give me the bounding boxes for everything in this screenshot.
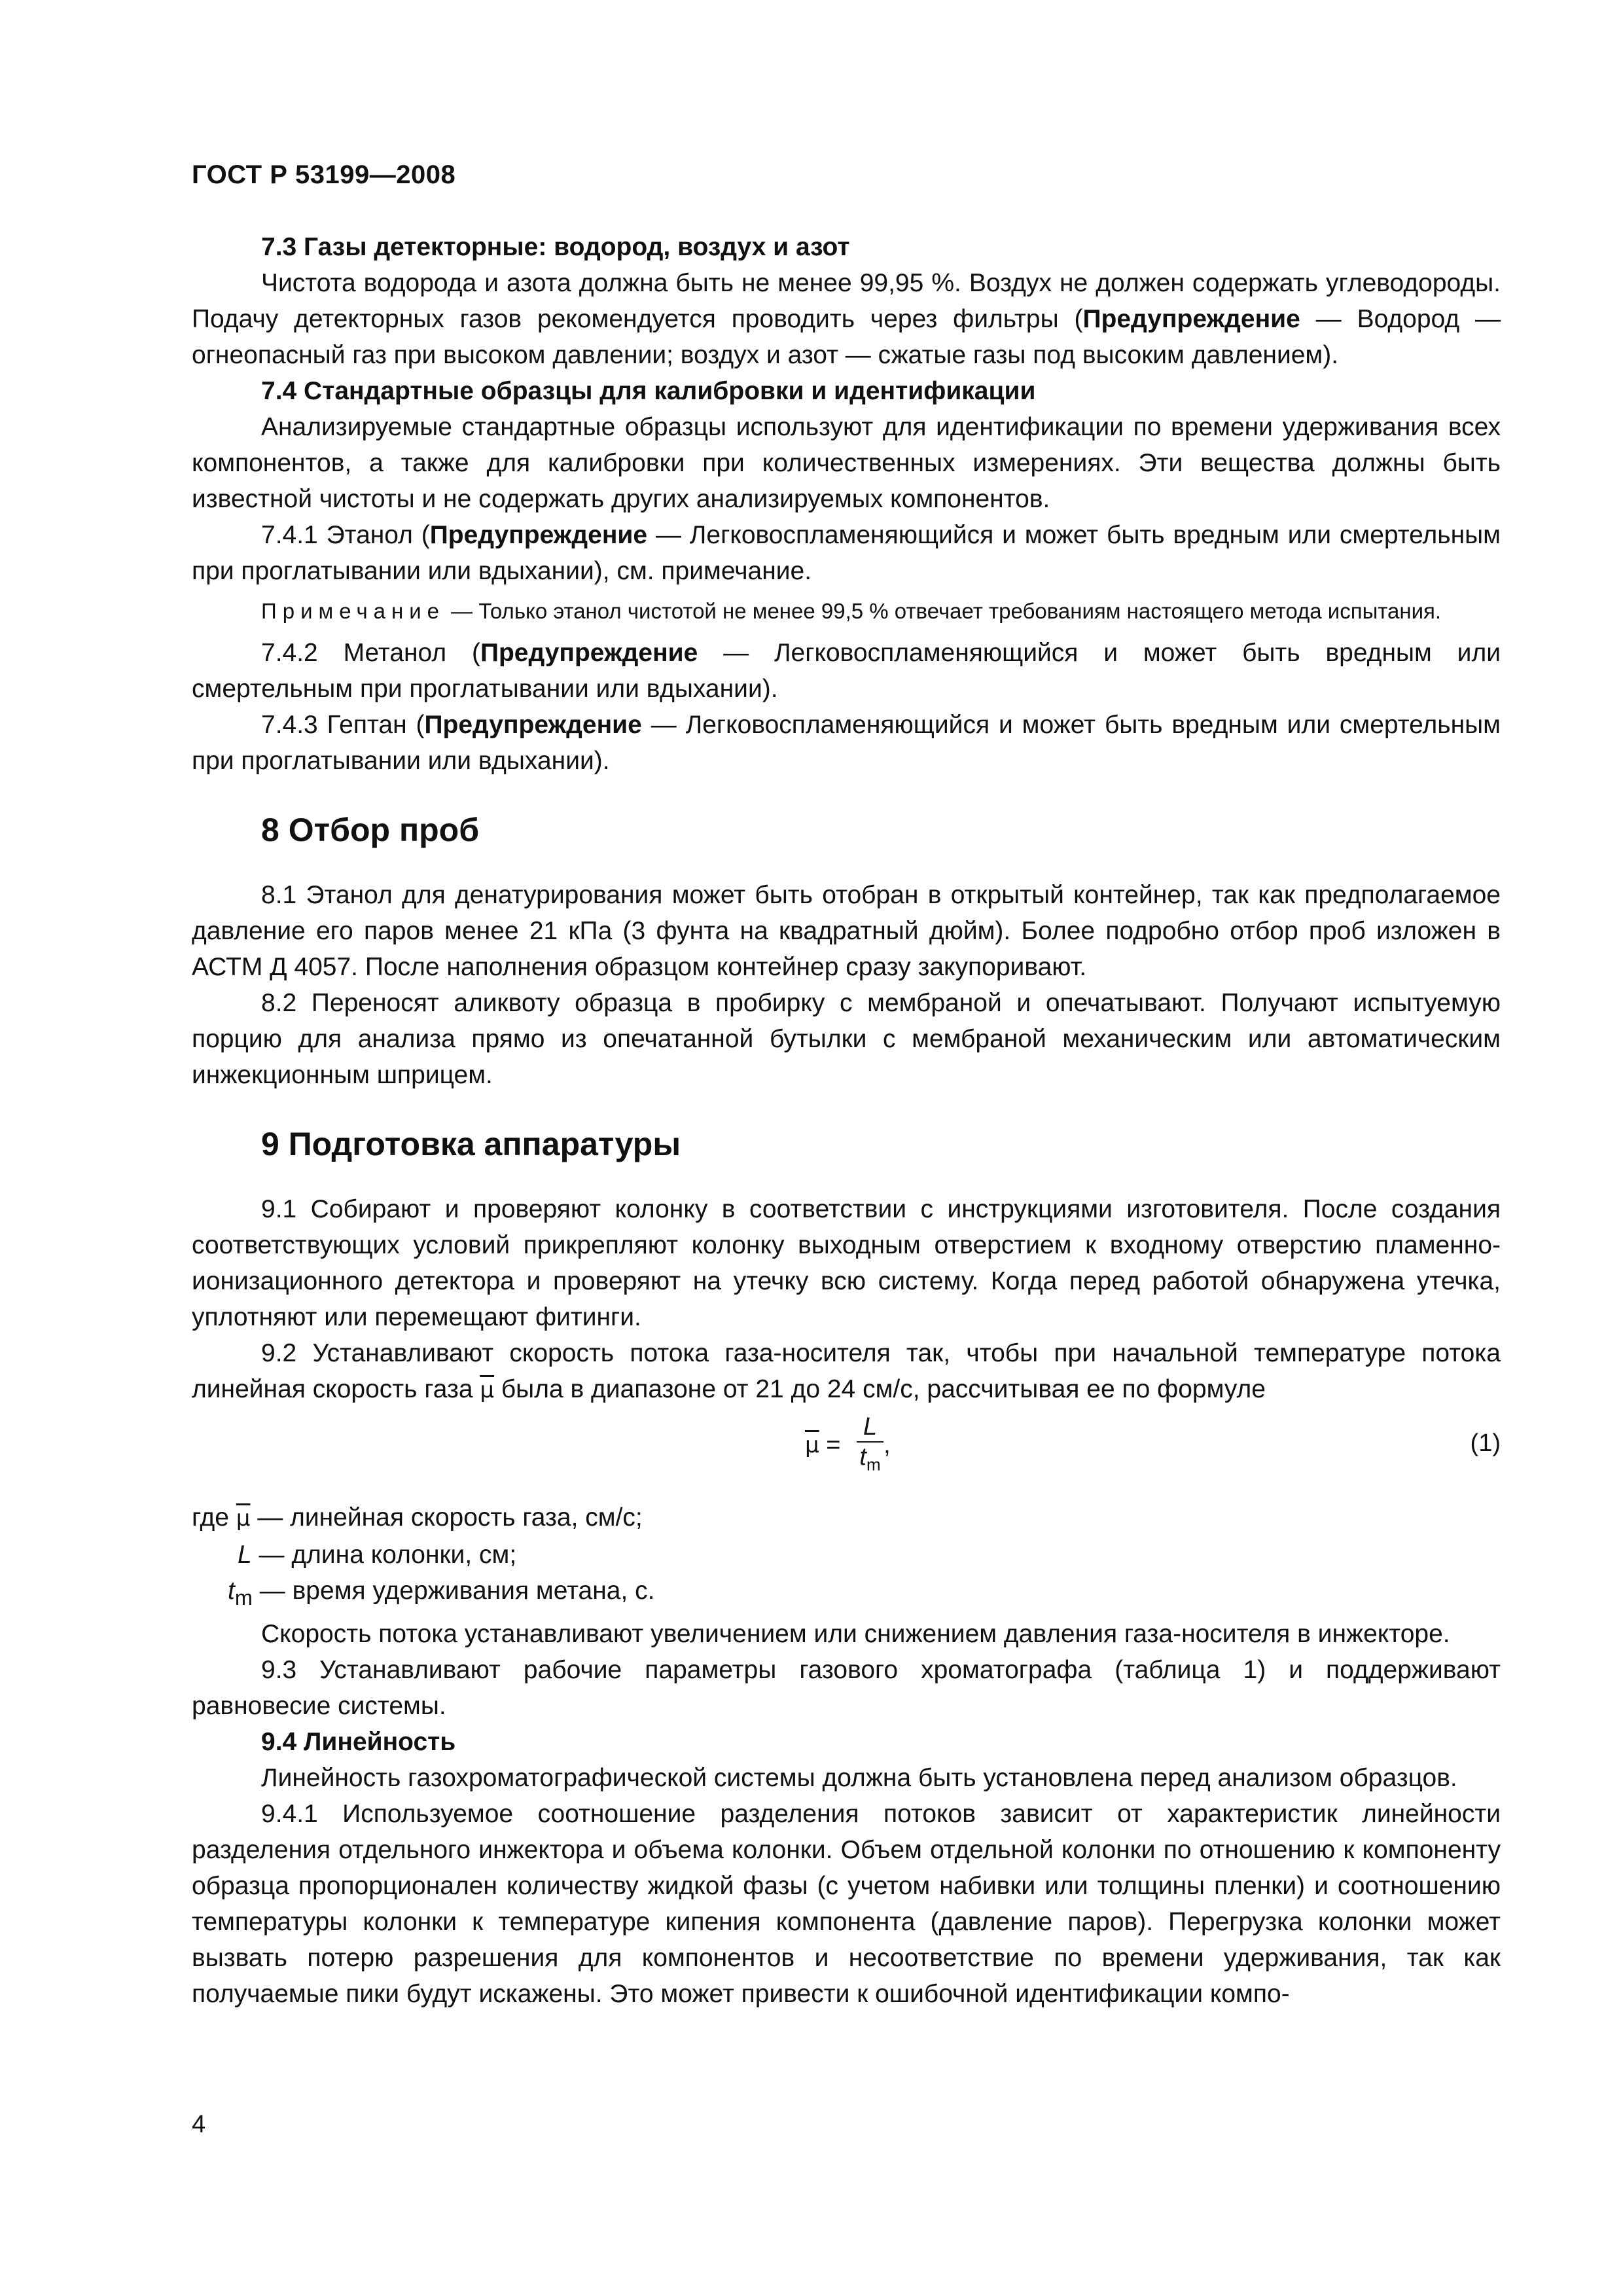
document-body xyxy=(192,229,1501,2012)
paragraph-9-4-1: 9.4.1 Используемое соотношение разделения потоков зависит от характеристик линейности разделения отдельного инжектора и объема колонки. Объем отдельной колонки по отношению к компоненту образца пропорционален количеству жидкой фазы (с учетом набивки или толщины пленки) и соотношению температуры колонки к температуре кипения компонента (давление паров). Перегрузка колонки может вызвать потерю разрешения для компонентов и несоответствие по времени удерживания, так как получаемые пики будут искажены. Это может привести к ошибочной идентификации компо- xyxy=(192,1799,1501,2008)
where-item-mu xyxy=(192,1499,1501,1537)
where-prefix: где xyxy=(192,1503,236,1532)
mu-symbol: $\overline{\mu}$ xyxy=(236,1505,251,1532)
where-symbol: L xyxy=(238,1541,252,1569)
text-run: — Легковоспламеняющийся и может быть вредным или смертельным при проглатывании или вдыхании), см. примечание. xyxy=(192,521,1501,585)
formula-comma: , xyxy=(883,1431,891,1460)
section-7-3-title: 7.3 Газы детекторные: водород, воздух и азот xyxy=(261,233,850,261)
text-run: 7.4.2 Метанол ( xyxy=(261,639,480,667)
paragraph-9-1: 9.1 Собирают и проверяют колонку в соответствии с инструкциями изготовителя. После создания соответствующих условий прикрепляют колонку выходным отверстием к входному отверстию пламенно-ионизационного детектора и проверяют на утечку всю систему. Когда перед работой обнаружена утечка, уплотняют или перемещают фитинги. xyxy=(192,1195,1501,1331)
where-list xyxy=(192,1499,1501,1616)
section-8-title: 8 Отбор проб xyxy=(261,812,480,848)
section-7-4-paragraph: Анализируемые стандартные образцы используют для идентификации по времени удерживания всех компонентов, а также для калибровки при количественных измерениях. Эти вещества должны быть известной чистоты и не содержать других анализируемых компонентов. xyxy=(192,413,1501,513)
denominator xyxy=(859,1443,880,1479)
paragraph-9-4: Линейность газохроматографической системы должна быть установлена перед анализом образцов. xyxy=(261,1763,1457,1792)
equals-sign: = xyxy=(819,1431,847,1460)
text-run: 9.2 Устанавливают скорость потока газа-носителя так, чтобы при начальной температуре потока линейная скорость газа xyxy=(192,1339,1501,1403)
fraction xyxy=(857,1412,883,1479)
text-run: — Легковоспламеняющийся и может быть вредным или смертельным при проглатывании или вдыхании). xyxy=(192,639,1501,703)
where-symbol: t xyxy=(228,1577,235,1605)
paragraph-flow-rate: Скорость потока устанавливают увеличением или снижением давления газа-носителя в инжекторе. xyxy=(261,1619,1450,1648)
where-item-l xyxy=(192,1537,1501,1573)
where-item-tm xyxy=(192,1573,1501,1616)
section-7-3-paragraph xyxy=(192,265,1501,373)
paragraph-9-3: 9.3 Устанавливают рабочие параметры газового хроматографа (таблица 1) и поддерживают равновесие системы. xyxy=(192,1655,1501,1720)
formula-expression xyxy=(805,1412,891,1479)
text-run: 7.4.3 Гептан ( xyxy=(261,711,425,739)
warning-label: Предупреждение xyxy=(480,639,698,667)
item-7-4-2 xyxy=(192,635,1501,707)
note-label: Примечание xyxy=(261,599,446,623)
item-7-4-1 xyxy=(192,517,1501,589)
text-run: 7.4.1 Этанол ( xyxy=(261,521,430,549)
mu-symbol: $\overline{\mu}$ xyxy=(480,1377,494,1403)
mu-symbol: $\overline{\mu}$ xyxy=(805,1432,819,1459)
warning-label: Предупреждение xyxy=(429,521,648,549)
formula-1 xyxy=(192,1412,1501,1494)
denominator-subscript: m xyxy=(866,1454,881,1475)
where-subscript: m xyxy=(234,1585,253,1609)
section-9-title: 9 Подготовка аппаратуры xyxy=(261,1126,681,1162)
item-7-4-3 xyxy=(192,707,1501,779)
warning-label: Предупреждение xyxy=(1082,305,1300,333)
text-run: была в диапазоне от 21 до 24 см/с, рассчитывая ее по формуле xyxy=(494,1375,1266,1403)
warning-label: Предупреждение xyxy=(424,711,642,739)
equation-number: (1) xyxy=(1470,1429,1501,1457)
denominator-symbol: t xyxy=(859,1443,866,1471)
text-run: — Легковоспламеняющийся и может быть вредным или смертельным при проглатывании или вдыхании). xyxy=(192,711,1501,775)
where-text: — время удерживания метана, с. xyxy=(252,1577,655,1605)
paragraph-8-2: 8.2 Переносят аликвоту образца в пробирку с мембраной и опечатывают. Получают испытуемую порцию для анализа прямо из опечатанной бутылки с мембраной механическим или автоматическим инжекционным шприцем. xyxy=(192,989,1501,1089)
section-9-4-title: 9.4 Линейность xyxy=(261,1727,456,1756)
numerator: L xyxy=(857,1412,883,1443)
paragraph-8-1: 8.1 Этанол для денатурирования может быть отобран в открытый контейнер, так как предполагаемое давление его паров менее 21 кПа (3 фунта на квадратный дюйм). Более подробно отбор проб изложен в АСТМ Д 4057. После наполнения образцом контейнер сразу закупоривают. xyxy=(192,881,1501,981)
where-text: — длина колонки, см; xyxy=(251,1541,517,1569)
paragraph-9-2 xyxy=(192,1335,1501,1408)
page-number: 4 xyxy=(192,2111,206,2138)
note-text: — Только этанол чистотой не менее 99,5 % отвечает требованиям настоящего метода испытания. xyxy=(445,599,1442,623)
text-run: Чистота водорода и азота должна быть не менее 99,95 %. Воздух не должен содержать углеводороды. Подачу детекторных газов рекомендуется проводить через фильтры ( xyxy=(192,269,1501,333)
document-header: ГОСТ Р 53199—2008 xyxy=(192,160,456,189)
where-text: — линейная скорость газа, см/с; xyxy=(250,1503,643,1532)
text-run: — Водород — огнеопасный газ при высоком давлении; воздух и азот — сжатые газы под высоким давлением). xyxy=(192,305,1501,369)
section-7-4-title: 7.4 Стандартные образцы для калибровки и идентификации xyxy=(261,377,1036,405)
note xyxy=(192,596,1501,627)
